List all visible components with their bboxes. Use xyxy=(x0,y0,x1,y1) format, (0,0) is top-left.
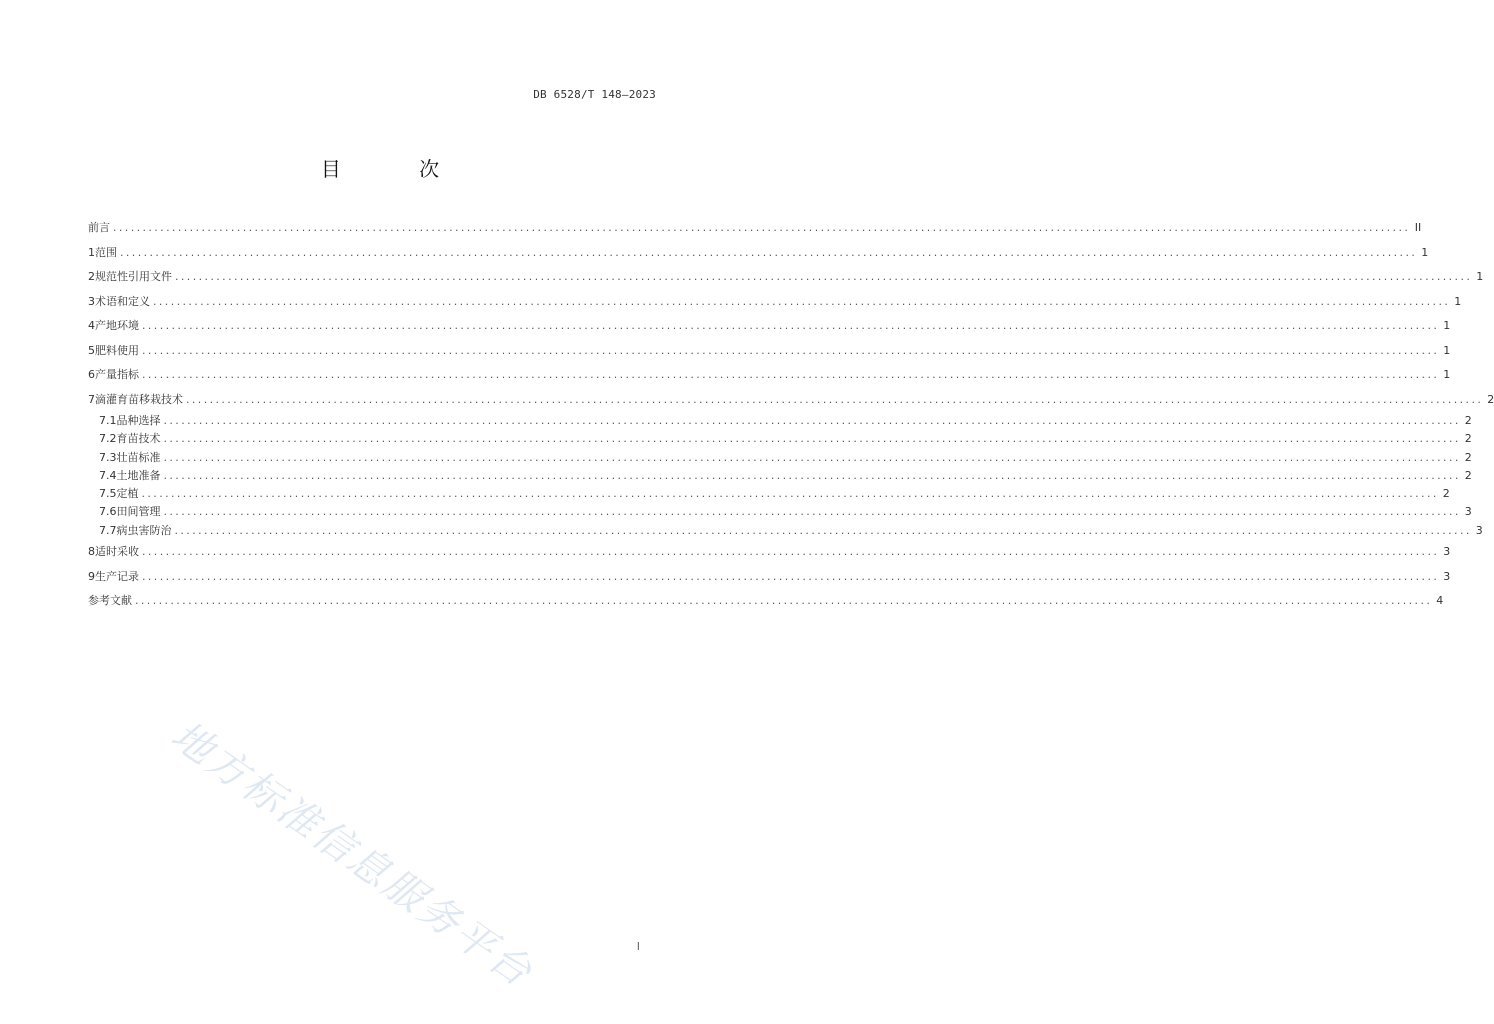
toc-entry-page: 1 xyxy=(1476,270,1484,283)
toc-entry-number: 3 xyxy=(88,294,95,308)
page-title: 目 次 xyxy=(320,157,476,181)
toc-entry-page: 2 xyxy=(1464,450,1472,464)
toc-entry-number: 7.5 xyxy=(99,487,117,501)
toc-entry-number: 5 xyxy=(88,343,95,357)
toc-entry-page: 2 xyxy=(1464,414,1472,427)
toc-entry-label: 前言 xyxy=(88,221,110,234)
toc-dot-leader: ............................................................................................................................................................................................................................ xyxy=(175,270,1473,283)
toc-entry-number: 6 xyxy=(88,368,95,381)
toc-entry-number: 8 xyxy=(88,545,95,559)
toc-entry[interactable] xyxy=(88,589,1444,614)
table-of-contents xyxy=(88,216,1494,614)
toc-entry-number: 9 xyxy=(88,569,95,583)
toc-dot-leader: ............................................................................................................................................................................................................................ xyxy=(142,569,1440,583)
toc-dot-leader: ............................................................................................................................................................................................................................ xyxy=(163,414,1461,427)
toc-entry-number: 7 xyxy=(88,392,95,406)
toc-entry-label: 参考文献 xyxy=(88,594,132,608)
toc-entry[interactable] xyxy=(88,339,1451,364)
toc-entry[interactable] xyxy=(88,467,1472,485)
toc-dot-leader: ............................................................................................................................................................................................................................ xyxy=(163,450,1461,464)
toc-entry-number: 4 xyxy=(88,319,95,332)
toc-entry[interactable] xyxy=(88,265,1484,290)
toc-entry-page: 3 xyxy=(1443,545,1451,559)
toc-entry-label: 田间管理 xyxy=(116,505,161,519)
toc-dot-leader: ............................................................................................................................................................................................................................ xyxy=(153,294,1451,308)
toc-entry-page: 3 xyxy=(1443,569,1451,583)
toc-entry-page: 1 xyxy=(1421,245,1429,259)
toc-dot-leader: ............................................................................................................................................................................................................................ xyxy=(135,594,1433,608)
toc-entry-page: 3 xyxy=(1475,523,1483,537)
toc-entry-label: 肥料使用 xyxy=(95,343,139,357)
toc-entry-label: 定植 xyxy=(116,487,139,501)
toc-entry[interactable] xyxy=(88,503,1472,521)
toc-entry-page: 4 xyxy=(1436,594,1444,608)
toc-entry-number: 7.7 xyxy=(99,523,117,537)
toc-entry-label: 壮苗标准 xyxy=(116,450,161,464)
toc-entry-page: 2 xyxy=(1487,392,1494,406)
toc-entry-page: 2 xyxy=(1464,468,1472,482)
toc-dot-leader: ............................................................................................................................................................................................................................ xyxy=(174,523,1472,537)
toc-entry[interactable] xyxy=(88,388,1494,413)
toc-entry-label: 品种选择 xyxy=(116,414,161,427)
toc-entry-label: 规范性引用文件 xyxy=(95,270,172,283)
toc-entry-page: 1 xyxy=(1443,319,1451,332)
toc-entry-number: 7.1 xyxy=(99,414,117,427)
toc-entry-page: 3 xyxy=(1464,505,1472,519)
toc-entry[interactable] xyxy=(88,485,1450,503)
toc-entry-label: 产量指标 xyxy=(95,368,139,381)
toc-dot-leader: ............................................................................................................................................................................................................................ xyxy=(142,319,1440,332)
toc-dot-leader: ............................................................................................................................................................................................................................ xyxy=(163,432,1461,446)
toc-entry[interactable] xyxy=(88,216,1422,241)
toc-dot-leader: ............................................................................................................................................................................................................................ xyxy=(186,392,1484,406)
toc-entry[interactable] xyxy=(88,540,1451,565)
toc-entry-label: 土地准备 xyxy=(116,468,161,482)
toc-entry-page: 1 xyxy=(1443,368,1451,381)
toc-entry-number: 7.2 xyxy=(99,432,117,446)
toc-entry-label: 产地环境 xyxy=(95,319,139,332)
page-number: I xyxy=(636,940,640,953)
toc-entry-page: 2 xyxy=(1442,487,1450,501)
toc-dot-leader: ............................................................................................................................................................................................................................ xyxy=(113,221,1411,234)
toc-entry[interactable] xyxy=(88,522,1483,540)
toc-entry[interactable] xyxy=(88,363,1451,388)
toc-entry[interactable] xyxy=(88,565,1451,590)
toc-dot-leader: ............................................................................................................................................................................................................................ xyxy=(142,343,1440,357)
toc-entry-label: 术语和定义 xyxy=(95,294,150,308)
document-code: DB 6528/T 148—2023 xyxy=(533,88,656,101)
toc-entry-page: II xyxy=(1414,221,1422,234)
toc-dot-leader: ............................................................................................................................................................................................................................ xyxy=(142,368,1440,381)
toc-dot-leader: ............................................................................................................................................................................................................................ xyxy=(163,468,1461,482)
toc-dot-leader: ............................................................................................................................................................................................................................ xyxy=(163,505,1461,519)
toc-entry[interactable] xyxy=(88,449,1472,467)
toc-entry[interactable] xyxy=(88,241,1429,266)
toc-entry-number: 7.3 xyxy=(99,450,117,464)
toc-entry[interactable] xyxy=(88,314,1451,339)
toc-entry-number: 7.4 xyxy=(99,468,117,482)
toc-entry-page: 2 xyxy=(1464,432,1472,446)
toc-entry-page: 1 xyxy=(1454,294,1462,308)
toc-entry[interactable] xyxy=(88,412,1472,430)
toc-entry-label: 育苗技术 xyxy=(116,432,161,446)
toc-entry-label: 生产记录 xyxy=(95,569,139,583)
toc-entry-label: 病虫害防治 xyxy=(116,523,172,537)
toc-entry-number: 2 xyxy=(88,270,95,283)
toc-entry-label: 滴灌育苗移栽技术 xyxy=(95,392,183,406)
toc-dot-leader: ............................................................................................................................................................................................................................ xyxy=(141,487,1439,501)
toc-dot-leader: ............................................................................................................................................................................................................................ xyxy=(120,245,1418,259)
toc-dot-leader: ............................................................................................................................................................................................................................ xyxy=(142,545,1440,559)
toc-entry-page: 1 xyxy=(1443,343,1451,357)
toc-entry-number: 1 xyxy=(88,245,95,259)
toc-entry-label: 范围 xyxy=(95,245,117,259)
toc-entry[interactable] xyxy=(88,430,1472,448)
toc-entry-label: 适时采收 xyxy=(95,545,139,559)
toc-entry-number: 7.6 xyxy=(99,505,117,519)
watermark: 地方标准信息服务平台 xyxy=(162,712,542,997)
toc-entry[interactable] xyxy=(88,290,1462,315)
